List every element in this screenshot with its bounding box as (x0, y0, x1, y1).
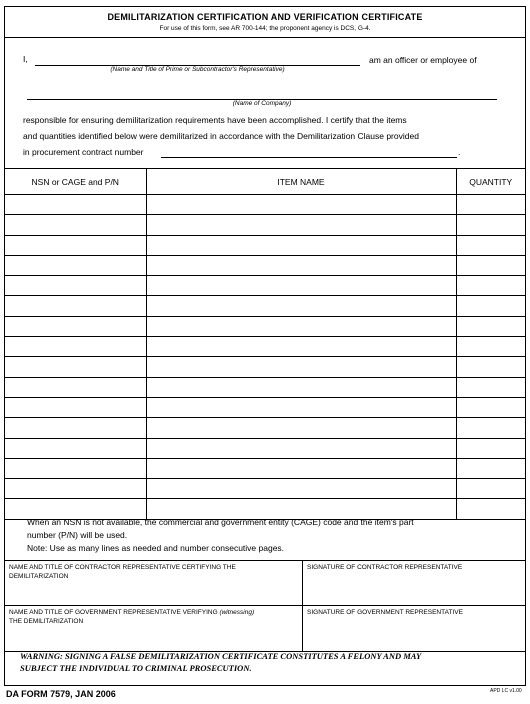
item-name-cell[interactable] (146, 357, 456, 377)
nsn-cell[interactable] (5, 195, 146, 215)
contract-number-field[interactable] (161, 148, 457, 158)
table-row (5, 377, 525, 397)
column-header-quantity: QUANTITY (456, 169, 525, 195)
government-signature-row (5, 605, 525, 651)
contractor-signature-row (5, 560, 525, 605)
note-line-3: Note: Use as many lines as needed and number consecutive pages. (27, 543, 285, 553)
government-signature-label: SIGNATURE OF GOVERNMENT REPRESENTATIVE (307, 609, 463, 616)
quantity-cell[interactable] (456, 235, 525, 255)
quantity-cell[interactable] (456, 195, 525, 215)
quantity-cell[interactable] (456, 337, 525, 357)
item-name-cell[interactable] (146, 377, 456, 397)
table-row (5, 458, 525, 478)
nsn-cell[interactable] (5, 438, 146, 458)
table-row (5, 276, 525, 296)
government-name-label-2: THE DEMILITARIZATION (9, 617, 84, 625)
item-name-cell[interactable] (146, 235, 456, 255)
certification-line-1: responsible for ensuring demilitarization requirements have been accomplished. I certify that the items (23, 115, 407, 125)
nsn-cell[interactable] (5, 276, 146, 296)
form-number: DA FORM 7579, JAN 2006 (6, 689, 116, 699)
company-name-field[interactable] (27, 90, 497, 100)
officer-text: am an officer or employee of (369, 55, 477, 65)
certification-line-2: and quantities identified below were demilitarized in accordance with the Demilitarization Clause provided (23, 131, 419, 141)
table-row (5, 195, 525, 215)
table-row (5, 316, 525, 336)
nsn-cell[interactable] (5, 418, 146, 438)
quantity-cell[interactable] (456, 255, 525, 275)
item-name-cell[interactable] (146, 397, 456, 417)
item-name-cell[interactable] (146, 418, 456, 438)
table-row (5, 255, 525, 275)
form-title: DEMILITARIZATION CERTIFICATION AND VERIFICATION CERTIFICATE (107, 12, 423, 22)
nsn-cell[interactable] (5, 377, 146, 397)
table-row (5, 479, 525, 499)
contractor-signature-label: SIGNATURE OF CONTRACTOR REPRESENTATIVE (307, 564, 463, 571)
quantity-cell[interactable] (456, 499, 525, 519)
column-header-nsn: NSN or CAGE and P/N (5, 169, 146, 195)
contractor-name-label-1: NAME AND TITLE OF CONTRACTOR REPRESENTATIVE CERTIFYING THE (9, 564, 236, 571)
nsn-cell[interactable] (5, 357, 146, 377)
company-name-caption: (Name of Company) (232, 100, 292, 107)
column-header-item-name: ITEM NAME (146, 169, 456, 195)
item-name-cell[interactable] (146, 316, 456, 336)
table-row (5, 296, 525, 316)
quantity-cell[interactable] (456, 215, 525, 235)
i-label: I, (23, 54, 28, 64)
government-name-label-1: NAME AND TITLE OF GOVERNMENT REPRESENTATIVE VERIFYING (9, 609, 218, 616)
certification-line-3: in procurement contract number (23, 147, 144, 157)
contractor-name-field[interactable] (5, 561, 303, 605)
warning-line-1: WARNING: SIGNING A FALSE DEMILITARIZATION CERTIFICATE CONSTITUTES A FELONY AND MAY (20, 651, 422, 661)
quantity-cell[interactable] (456, 479, 525, 499)
table-row (5, 418, 525, 438)
nsn-cell[interactable] (5, 296, 146, 316)
table-row (5, 215, 525, 235)
quantity-cell[interactable] (456, 357, 525, 377)
item-name-cell[interactable] (146, 438, 456, 458)
demil-certificate-form (4, 6, 526, 686)
representative-name-caption: (Name and Title of Prime or Subcontractor's Representative) (110, 66, 285, 73)
quantity-cell[interactable] (456, 397, 525, 417)
quantity-cell[interactable] (456, 377, 525, 397)
nsn-cell[interactable] (5, 215, 146, 235)
item-name-cell[interactable] (146, 458, 456, 478)
item-name-cell[interactable] (146, 276, 456, 296)
nsn-cell[interactable] (5, 479, 146, 499)
table-row (5, 438, 525, 458)
nsn-cell[interactable] (5, 255, 146, 275)
item-name-cell[interactable] (146, 255, 456, 275)
contractor-signature-field[interactable] (303, 561, 525, 605)
form-subtitle: For use of this form, see AR 700-144; the proponent agency is DCS, G-4. (159, 25, 371, 32)
nsn-cell[interactable] (5, 235, 146, 255)
item-name-cell[interactable] (146, 195, 456, 215)
quantity-cell[interactable] (456, 438, 525, 458)
nsn-cell[interactable] (5, 397, 146, 417)
representative-name-field[interactable] (35, 56, 360, 66)
quantity-cell[interactable] (456, 276, 525, 296)
quantity-cell[interactable] (456, 418, 525, 438)
table-row (5, 337, 525, 357)
nsn-cell[interactable] (5, 316, 146, 336)
quantity-cell[interactable] (456, 296, 525, 316)
contractor-name-label-2: DEMILITARIZATION (9, 572, 69, 580)
warning-text (20, 650, 500, 674)
item-name-cell[interactable] (146, 337, 456, 357)
contract-period: . (458, 147, 461, 157)
nsn-cell[interactable] (5, 337, 146, 357)
header-divider (5, 37, 525, 38)
note-line-1: When an NSN is not available, the commercial and government entity (CAGE) code and the item's part (27, 517, 414, 527)
item-name-cell[interactable] (146, 479, 456, 499)
nsn-cell[interactable] (5, 458, 146, 478)
table-row (5, 235, 525, 255)
warning-line-2: SUBJECT THE INDIVIDUAL TO CRIMINAL PROSECUTION. (20, 663, 252, 673)
government-name-field[interactable] (5, 606, 303, 651)
government-witnessing-label: (witnessing) (219, 609, 255, 616)
note-line-2: number (P/N) will be used. (27, 530, 128, 540)
form-version: APD LC v1.00 (490, 688, 522, 694)
quantity-cell[interactable] (456, 458, 525, 478)
items-table (5, 168, 525, 520)
table-row (5, 357, 525, 377)
table-header-row (5, 169, 525, 195)
government-signature-field[interactable] (303, 606, 525, 651)
table-row (5, 397, 525, 417)
item-name-cell[interactable] (146, 215, 456, 235)
item-name-cell[interactable] (146, 296, 456, 316)
quantity-cell[interactable] (456, 316, 525, 336)
